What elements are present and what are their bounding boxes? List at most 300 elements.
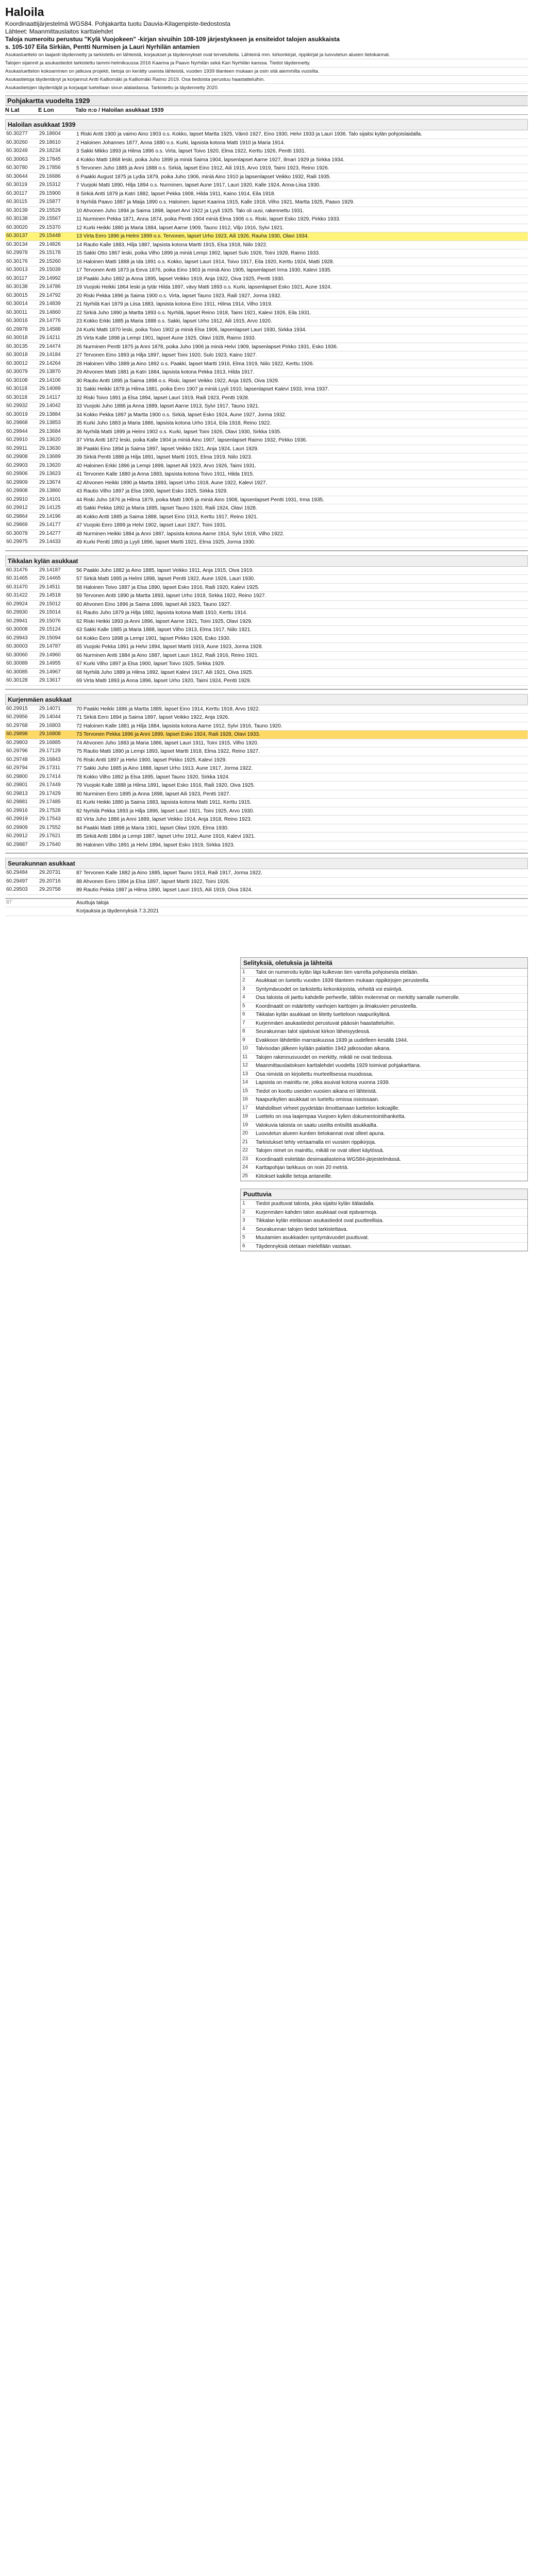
latitude: 60.30138 [6, 284, 28, 290]
house-row[interactable] [5, 878, 528, 887]
house-row[interactable] [5, 300, 528, 309]
latitude: 60.30063 [6, 156, 28, 162]
house-residents: 71 Sirkiä Eero 1894 ja Saima 1897, lapset Veikko 1922, Anja 1926. [76, 715, 229, 720]
note-row [241, 1020, 527, 1028]
latitude: 60.30018 [6, 335, 28, 341]
house-row[interactable] [5, 739, 528, 748]
house-residents: 44 Riski Juho 1876 ja Hilma 1879, poika Matti 1905 ja miniä Aino 1908, lapsenlapset Pentti 1931, Irma 1935. [76, 497, 324, 503]
note-number: 5 [242, 1234, 245, 1240]
house-row[interactable] [5, 538, 528, 547]
house-row[interactable] [5, 496, 528, 505]
house-row[interactable] [5, 799, 528, 807]
longitude: 29.17449 [39, 782, 61, 788]
house-row[interactable] [5, 249, 528, 258]
house-row[interactable] [5, 643, 528, 652]
note-text: Talvisodan jälkeen kylään palattiin 1942 jatkosodan aikana. [256, 1046, 391, 1052]
house-residents: 70 Paakki Heikki 1886 ja Martta 1889, lapset Eino 1914, Kerttu 1918, Arvo 1922. [76, 706, 260, 712]
house-residents: 17 Tervonen Antti 1873 ja Eeva 1876, poika Eino 1903 ja miniä Aino 1905, lapsenlapset Irma 1930, Kalevi 1935. [76, 267, 332, 273]
longitude: 29.17311 [39, 765, 60, 771]
longitude: 29.20716 [39, 878, 61, 884]
col-lon: E Lon [38, 107, 54, 113]
latitude: 60.29978 [6, 250, 28, 256]
house-row[interactable] [5, 722, 528, 731]
notes-panel [240, 957, 528, 1252]
house-residents: 61 Rautio Juho 1879 ja Hilja 1882, lapsista kotona Matti 1910, Kerttu 1914. [76, 610, 247, 616]
house-residents: 15 Sakki Otto 1867 leski, poika Vilho 1899 ja miniä Lempi 1902, lapset Sulo 1926, Toini 1928, Raimo 1933. [76, 250, 320, 256]
house-row[interactable] [5, 266, 528, 275]
section-title: Seurakunnan asukkaat [5, 858, 528, 869]
longitude: 29.17552 [39, 824, 61, 831]
house-row[interactable] [5, 258, 528, 267]
longitude: 29.13674 [39, 479, 61, 485]
longitude: 29.14187 [39, 567, 61, 573]
longitude: 29.14101 [39, 496, 61, 502]
house-residents: 1 Riski Antti 1900 ja vaimo Aino 1903 o.s. Kokko, lapset Martta 1925, Väinö 1927, Eino 1930, Helvi 1933 ja Lauri 1936. Talo sijaitsi kylän pohjoislaidalla. [76, 131, 422, 137]
note-row [241, 1234, 527, 1243]
house-row[interactable] [5, 601, 528, 609]
house-row[interactable] [5, 241, 528, 250]
source-line-4: s. 105-107 Eila Sirkiän, Pentti Nurmisen ja Lauri Nyrhilän antamien [5, 43, 200, 50]
footer-text: Korjauksia ja täydennyksiä 7.3.2021 [76, 908, 159, 914]
house-residents: 38 Paakki Eino 1894 ja Saima 1897, lapset Veikko 1921, Anja 1924, Lauri 1929. [76, 446, 259, 452]
note-text: Muutamien asukkaiden syntymävuodet puuttuvat. [256, 1235, 369, 1241]
house-residents: 35 Kurki Juho 1883 ja Maria 1886, lapsista kotona Urho 1914, Eila 1918, Reino 1922. [76, 420, 272, 426]
house-row[interactable] [5, 677, 528, 686]
latitude: 60.30078 [6, 530, 28, 536]
house-residents: 37 Virta Antti 1872 leski, poika Kalle 1904 ja miniä Aino 1907, lapsenlapset Raimo 1932, Pirkko 1936. [76, 437, 307, 443]
note-row [241, 1037, 527, 1045]
note-text: Tiedot on koottu useiden vuosien aikana eri lähteistä. [256, 1088, 377, 1094]
note-row [241, 1054, 527, 1062]
house-row[interactable] [5, 575, 528, 584]
note-number: 6 [242, 1011, 245, 1017]
house-residents: 24 Kurki Matti 1870 leski, poika Toivo 1902 ja miniä Elsa 1906, lapsenlapset Lauri 1930, Sirkka 1934. [76, 327, 307, 333]
house-row[interactable] [5, 368, 528, 377]
longitude: 29.14792 [39, 292, 61, 298]
house-residents: 48 Nurminen Heikki 1884 ja Anni 1887, lapsista kotona Aarne 1914, Sylvi 1918, Vilho 1922. [76, 531, 285, 537]
note-row [241, 1173, 527, 1181]
intro-note: Asukasluettelon kokoaminen on jatkuva projekti, tietoja on kerätty useista lähteistä, vuoden 1939 tilanteen mukaan ja osin sitä aiemmilta vuosilta. [5, 67, 528, 76]
resident-section [5, 555, 528, 690]
note-number: 23 [242, 1156, 248, 1162]
house-row[interactable] [5, 130, 528, 139]
note-row [241, 977, 527, 986]
house-residents: 72 Haloinen Kalle 1881 ja Hilja 1884, lapsista kotona Aarne 1912, Sylvi 1916, Tauno 1920. [76, 723, 282, 729]
page-title: Haloila [5, 5, 44, 19]
longitude: 29.13884 [39, 411, 61, 417]
latitude: 60.29497 [6, 878, 28, 884]
resident-section [5, 119, 528, 551]
longitude: 29.17429 [39, 790, 61, 796]
house-row[interactable] [5, 841, 528, 850]
house-row[interactable] [5, 705, 528, 714]
longitude: 29.14177 [39, 522, 61, 528]
house-row[interactable] [5, 824, 528, 833]
house-residents: 30 Rautio Antti 1895 ja Saima 1898 o.s. Riski, lapset Veikko 1922, Anja 1925, Oiva 1929. [76, 378, 279, 384]
longitude: 29.16808 [39, 731, 61, 737]
house-residents: 13 Virta Eero 1896 ja Helmi 1899 o.s. Tervonen, lapset Urho 1923, Aili 1926, Rauha 1930, Olavi 1934. [76, 233, 309, 239]
latitude: 60.29484 [6, 870, 28, 875]
note-text: Tarkistukset tehty vertaamalla eri vuosien rippikirjoja. [256, 1139, 376, 1145]
note-text: Karttapohjan tarkkuus on noin 20 metriä. [256, 1165, 349, 1171]
latitude: 60.30115 [6, 199, 27, 205]
resident-section [5, 694, 528, 854]
latitude: 60.30014 [6, 301, 28, 307]
house-row[interactable] [5, 609, 528, 618]
house-row[interactable] [5, 765, 528, 773]
longitude: 29.13620 [39, 462, 61, 468]
house-row[interactable] [5, 886, 528, 895]
house-row[interactable] [5, 164, 528, 173]
longitude: 29.14089 [39, 386, 61, 392]
note-row [241, 1139, 527, 1147]
house-row[interactable] [5, 292, 528, 301]
latitude: 60.31465 [6, 575, 28, 581]
house-row[interactable] [5, 377, 528, 386]
house-residents: 78 Kokko Vilho 1892 ja Elsa 1895, lapset Tauno 1920, Sirkka 1924. [76, 774, 230, 780]
house-row[interactable] [5, 748, 528, 756]
house-row[interactable] [5, 156, 528, 165]
house-row[interactable] [5, 462, 528, 471]
house-residents: 62 Riski Heikki 1893 ja Anni 1896, lapset Aarne 1921, Toini 1925, Olavi 1929. [76, 618, 253, 624]
latitude: 60.30118 [6, 394, 27, 400]
col-lat: N Lat [5, 107, 20, 113]
house-row[interactable] [5, 215, 528, 224]
latitude: 60.31476 [6, 567, 28, 573]
note-text: Osa taloista oli jaettu kahdelle perheelle, tällöin molemmat on merkitty samalle numerolle. [256, 995, 460, 1001]
latitude: 60.30060 [6, 652, 28, 658]
house-row[interactable] [5, 470, 528, 479]
note-row [241, 1045, 527, 1054]
longitude: 29.14960 [39, 652, 61, 658]
longitude: 29.17640 [39, 841, 61, 848]
house-residents: 85 Sirkiä Antti 1884 ja Lempi 1887, lapset Urho 1912, Aune 1916, Kalevi 1921. [76, 834, 256, 839]
longitude: 29.15370 [39, 224, 61, 230]
note-text: Luettelo on osa laajempaa Vuojoen kylien dokumentointihanketta. [256, 1114, 406, 1120]
house-residents: 47 Vuojoki Eero 1899 ja Helvi 1902, lapset Lauri 1927, Toini 1931. [76, 522, 227, 528]
note-text: Seurakunnan talot sijaitsivat kirkon läheisyydessä. [256, 1029, 371, 1035]
latitude: 60.29910 [6, 437, 28, 443]
latitude: 60.30277 [6, 131, 28, 137]
longitude: 29.14518 [39, 592, 61, 598]
house-residents: 40 Haloinen Erkki 1896 ja Lempi 1899, lapset Aili 1923, Arvo 1926, Taimi 1931. [76, 463, 256, 469]
house-row[interactable] [5, 326, 528, 335]
note-text: Tiedot puuttuvat talosta, joka sijaitsi kylän itälaidalla. [256, 1201, 375, 1207]
longitude: 29.14786 [39, 284, 61, 290]
note-number: 1 [242, 1200, 245, 1206]
note-number: 22 [242, 1147, 248, 1153]
note-number: 10 [242, 1045, 248, 1051]
footer-row [5, 899, 528, 908]
longitude: 29.14787 [39, 643, 61, 649]
note-number: 14 [242, 1079, 248, 1085]
house-row[interactable] [5, 660, 528, 669]
note-number: 9 [242, 1037, 245, 1043]
col-text: Talo n:o / Haloilan asukkaat 1939 [75, 107, 164, 113]
house-row[interactable] [5, 334, 528, 343]
note-number: 6 [242, 1243, 245, 1249]
notes-box [240, 957, 528, 1182]
longitude: 29.16885 [39, 739, 61, 745]
longitude: 29.14184 [39, 352, 61, 358]
house-residents: 69 Virta Matti 1893 ja Anna 1896, lapset Urho 1920, Taimi 1924, Pentti 1929. [76, 678, 252, 684]
source-info [5, 20, 528, 51]
longitude: 29.13620 [39, 437, 61, 443]
house-residents: 4 Kokko Matti 1868 leski, poika Juho 1899 ja miniä Saima 1904, lapsenlapset Aarne 1927, Ilmari 1929 ja Sirkka 1934. [76, 157, 345, 163]
house-residents: 86 Haloinen Vilho 1891 ja Helvi 1894, lapset Esko 1919, Sirkka 1923. [76, 842, 235, 848]
longitude: 29.13870 [39, 369, 61, 375]
note-number: 18 [242, 1113, 248, 1119]
longitude: 29.15877 [39, 199, 61, 205]
resident-section [5, 858, 528, 899]
longitude: 29.14042 [39, 403, 61, 409]
longitude: 29.13860 [39, 488, 61, 494]
house-residents: 11 Nurminen Pekka 1871, Anna 1874, poika Pentti 1904 miniä Elma 1906 o.s. Riski, lapset Esko 1929, Pirkko 1933. [76, 216, 341, 222]
house-row[interactable] [5, 207, 528, 216]
house-residents: 31 Sakki Heikki 1878 ja Hilma 1881, poika Eero 1907 ja miniä Lyyli 1910, lapsenlapset Kalevi 1933, Irma 1937. [76, 386, 329, 392]
longitude: 29.18604 [39, 131, 61, 137]
note-row [241, 1156, 527, 1164]
longitude: 29.17621 [39, 833, 61, 839]
house-row[interactable] [5, 275, 528, 284]
house-residents: 25 Virta Kalle 1898 ja Lempi 1901, lapset Aune 1925, Olavi 1928, Raimo 1933. [76, 335, 256, 341]
house-row[interactable] [5, 756, 528, 765]
latitude: 60.29906 [6, 471, 28, 477]
house-row[interactable] [5, 584, 528, 592]
latitude: 60.30119 [6, 182, 27, 188]
house-row[interactable] [5, 283, 528, 292]
house-row[interactable] [5, 816, 528, 824]
note-number: 11 [242, 1054, 248, 1060]
note-number: 19 [242, 1122, 248, 1128]
house-row[interactable] [5, 869, 528, 878]
longitude: 29.15448 [39, 233, 61, 239]
year-bar: Pohjakartta vuodelta 1929 [5, 95, 528, 106]
house-row[interactable] [5, 714, 528, 722]
house-residents: 77 Sakki Juho 1885 ja Aino 1888, lapset Urho 1913, Aune 1917, Jorma 1922. [76, 766, 253, 771]
house-residents: 6 Paakki August 1875 ja Lydia 1879, poika Juho 1906, miniä Aino 1910 ja lapsenlapset Veikko 1932, Raili 1935. [76, 174, 331, 180]
latitude: 60.29864 [6, 513, 28, 519]
house-row[interactable] [5, 360, 528, 369]
house-residents: 27 Tervonen Eino 1893 ja Hilja 1897, lapset Toini 1920, Sulo 1923, Kaino 1927. [76, 352, 257, 358]
house-residents: 42 Ahvonen Heikki 1890 ja Martta 1893, lapset Urho 1918, Aune 1922, Kalevi 1927. [76, 480, 268, 486]
house-residents: 2 Haloinen Johannes 1877, Anna 1880 o.s. Kurki, lapsista kotona Matti 1910 ja Maria 1914. [76, 140, 285, 146]
latitude: 60.30015 [6, 292, 28, 298]
latitude: 60.30016 [6, 318, 28, 324]
house-residents: 87 Tervonen Kalle 1882 ja Aino 1885, lapset Tauno 1913, Raili 1917, Jorma 1922. [76, 870, 263, 876]
longitude: 29.15124 [39, 626, 61, 632]
house-row[interactable] [5, 790, 528, 799]
latitude: 60.29801 [6, 782, 28, 788]
latitude: 60.29944 [6, 428, 28, 434]
note-text: Koordinaatit on määritetty vanhojen karttojen ja ilmakuvien perusteella. [256, 1003, 418, 1009]
latitude: 60.29924 [6, 601, 28, 607]
latitude: 60.30003 [6, 643, 28, 649]
house-row[interactable] [5, 139, 528, 148]
note-row [241, 1243, 527, 1251]
house-row[interactable] [5, 181, 528, 190]
house-row[interactable] [5, 343, 528, 352]
house-row[interactable] [5, 521, 528, 530]
house-row[interactable] [5, 436, 528, 445]
longitude: 29.17856 [39, 165, 61, 171]
house-row[interactable] [5, 833, 528, 841]
house-residents: 5 Tervonen Juho 1885 ja Anni 1888 o.s. Sirkiä, lapset Eino 1912, Aili 1915, Arvo 1919, Taimi 1923, Reino 1926. [76, 165, 329, 171]
house-row[interactable] [5, 411, 528, 420]
longitude: 29.14117 [39, 394, 60, 400]
intro-note: Asukastietojen täydentäjät ja korjaajat luetellaan sivun alalaidassa. Tarkistettu ja täydennetty 2020. [5, 84, 528, 92]
note-row [241, 1088, 527, 1096]
house-row[interactable] [5, 807, 528, 816]
longitude: 29.13689 [39, 454, 61, 460]
note-text: Talot on numeroitu kylän läpi kulkevan tien varrelta pohjoisesta etelään. [256, 969, 419, 975]
section-title: Kurjenmäen asukkaat [5, 694, 528, 705]
longitude: 29.17543 [39, 816, 61, 822]
latitude: 60.29932 [6, 403, 28, 409]
house-row[interactable] [5, 147, 528, 156]
house-row[interactable] [5, 394, 528, 403]
house-row[interactable] [5, 567, 528, 575]
house-residents: 83 Virta Juho 1886 ja Anni 1889, lapset Veikko 1914, Anja 1918, Reino 1923. [76, 817, 252, 822]
notes-title: Puuttuvia [241, 1189, 527, 1200]
note-text: Evakkoon lähdettiin marraskuussa 1939 ja uudelleen kesällä 1944. [256, 1037, 408, 1043]
longitude: 29.13623 [39, 471, 61, 477]
intro-note: Asukasluettelo on laajasti täydennetty ja tarkistettu eri lähteistä, korjaukset ja täydennykset ovat tervetulleita. Lähteinä mm. kirkonkirjat, rippikirjat ja luovutetun alueen tietokannat. [5, 51, 528, 59]
section-title: Tikkalan kylän asukkaat [5, 555, 528, 567]
house-row[interactable] [5, 592, 528, 601]
note-row [241, 1226, 527, 1234]
note-number: 5 [242, 1003, 245, 1009]
house-row[interactable] [5, 504, 528, 513]
house-residents: 16 Haloinen Matti 1888 ja Ida 1891 o.s. Kokko, lapset Lauri 1914, Toivo 1917, Eila 1920, Kerttu 1924, Matti 1928. [76, 259, 335, 265]
house-residents: 66 Nurminen Antti 1884 ja Aino 1887, lapset Lauri 1912, Raili 1916, Reino 1921. [76, 652, 259, 658]
house-residents: 9 Nyrhilä Paavo 1887 ja Maija 1890 o.s. Haloinen, lapset Kaarina 1915, Kalle 1918, Vilho 1921, Martta 1925, Paavo 1929. [76, 199, 355, 205]
house-row[interactable] [5, 402, 528, 411]
note-row [241, 1217, 527, 1226]
house-row[interactable] [5, 385, 528, 394]
latitude: 60.29919 [6, 816, 28, 822]
house-residents: 64 Kokko Eero 1898 ja Lempi 1901, lapset Pirkko 1926, Esko 1930. [76, 635, 231, 641]
longitude: 29.20758 [39, 887, 61, 892]
latitude: 60.29903 [6, 462, 28, 468]
house-row[interactable] [5, 731, 528, 739]
latitude: 60.30135 [6, 343, 28, 349]
longitude: 29.18610 [39, 139, 61, 145]
house-row[interactable] [5, 626, 528, 635]
longitude: 29.14433 [39, 539, 61, 545]
house-row[interactable] [5, 232, 528, 241]
longitude: 29.20731 [39, 870, 61, 875]
house-row[interactable] [5, 428, 528, 437]
house-row[interactable] [5, 635, 528, 643]
longitude: 29.16843 [39, 756, 61, 762]
note-text: Lapsista on mainittu ne, jotka asuivat kotona vuonna 1939. [256, 1080, 390, 1086]
longitude: 29.15014 [39, 609, 61, 615]
latitude: 60.29975 [6, 539, 28, 545]
house-residents: 80 Nurminen Eero 1895 ja Anna 1898, lapset Aili 1923, Pentti 1927. [76, 791, 231, 797]
longitude: 29.14474 [39, 343, 61, 349]
latitude: 60.30013 [6, 267, 28, 273]
footer [5, 899, 528, 916]
longitude: 29.14955 [39, 660, 61, 666]
house-residents: 34 Kokko Pekka 1897 ja Martta 1900 o.s. Sirkiä, lapset Esko 1924, Aune 1927, Jorma 1932. [76, 412, 287, 418]
note-row [241, 1122, 527, 1130]
latitude: 60.30079 [6, 369, 28, 375]
intro-note: Talojen sijainnit ja asukastiedot tarkistettu tammi-helmikuussa 2016 Kaarina ja Paavo Nyrhilän sekä Kari Nyrhilän kanssa. Tiedot täydennetty. [5, 59, 528, 67]
note-row [241, 994, 527, 1003]
house-row[interactable] [5, 773, 528, 782]
longitude: 29.15900 [39, 190, 61, 196]
sections-container [5, 119, 528, 899]
latitude: 60.30108 [6, 377, 28, 383]
note-row [241, 1105, 527, 1113]
latitude: 60.29909 [6, 824, 28, 831]
house-residents: 7 Vuojoki Matti 1890, Hilja 1894 o.s. Nurminen, lapset Aune 1917, Lauri 1920, Kalle 1924, Anna-Liisa 1930. [76, 182, 321, 188]
house-row[interactable] [5, 453, 528, 462]
house-row[interactable] [5, 224, 528, 233]
house-row[interactable] [5, 419, 528, 428]
house-row[interactable] [5, 530, 528, 539]
note-number: 15 [242, 1088, 248, 1094]
house-row[interactable] [5, 190, 528, 199]
house-residents: 12 Kurki Heikki 1880 ja Maria 1884, lapset Aarne 1909, Tauno 1912, Viljo 1916, Sylvi 1921. [76, 225, 284, 231]
latitude: 60.29911 [6, 445, 27, 451]
house-residents: 41 Tervonen Kalle 1880 ja Anna 1883, lapsista kotona Toivo 1911, Hilda 1915. [76, 471, 254, 477]
house-residents: 39 Sirkiä Pentti 1888 ja Hilja 1891, lapset Martti 1915, Elma 1919, Niilo 1923. [76, 454, 253, 460]
note-text: Syntymävuodet on tarkistettu kirkonkirjoista, virheitä voi esiintyä. [256, 986, 403, 992]
house-residents: 43 Rautio Vilho 1897 ja Elsa 1900, lapset Esko 1925, Sirkka 1929. [76, 488, 228, 494]
longitude: 29.15094 [39, 635, 61, 641]
house-row[interactable] [5, 198, 528, 207]
note-text: Talojen nimet on mainittu, mikäli ne ovat olleet käytössä. [256, 1148, 385, 1154]
longitude: 29.14196 [39, 513, 61, 519]
note-number: 3 [242, 1217, 245, 1223]
house-row[interactable] [5, 173, 528, 182]
note-text: Seurakunnan talojen tiedot tarkistettava. [256, 1226, 348, 1232]
house-row[interactable] [5, 652, 528, 660]
latitude: 60.29503 [6, 887, 28, 892]
house-row[interactable] [5, 479, 528, 488]
house-row[interactable] [5, 309, 528, 318]
house-row[interactable] [5, 317, 528, 326]
latitude: 60.29800 [6, 773, 28, 779]
latitude: 60.31470 [6, 584, 28, 590]
latitude: 60.29908 [6, 454, 28, 460]
house-row[interactable] [5, 782, 528, 790]
note-text: Kiitokset kaikille tietoja antaneille. [256, 1173, 332, 1179]
note-text: Luovutetun alueen kuntien tietokannat ovat olleet apuna. [256, 1131, 385, 1137]
latitude: 60.30018 [6, 352, 28, 358]
house-row[interactable] [5, 669, 528, 677]
house-row[interactable] [5, 351, 528, 360]
house-row[interactable] [5, 513, 528, 522]
house-row[interactable] [5, 445, 528, 454]
longitude: 29.13630 [39, 445, 61, 451]
house-residents: 75 Rautio Matti 1890 ja Lempi 1893, lapset Martti 1918, Elma 1922, Reino 1927. [76, 749, 260, 754]
latitude: 60.30249 [6, 148, 28, 154]
note-number: 3 [242, 986, 245, 992]
house-residents: 65 Vuojoki Pekka 1891 ja Helvi 1894, lapset Martti 1919, Aune 1923, Jorma 1928. [76, 644, 263, 650]
latitude: 60.29956 [6, 714, 28, 720]
house-residents: 63 Sakki Kalle 1885 ja Maria 1888, lapset Vilho 1913, Elma 1917, Niilo 1921. [76, 627, 252, 633]
note-number: 4 [242, 994, 245, 1000]
house-residents: 45 Sakki Pekka 1892 ja Maria 1895, lapset Tauno 1920, Raili 1924, Olavi 1928. [76, 505, 257, 511]
house-row[interactable] [5, 618, 528, 626]
notes-title: Selityksiä, oletuksia ja lähteitä [241, 958, 527, 969]
house-row[interactable] [5, 487, 528, 496]
latitude: 60.29768 [6, 722, 28, 728]
note-row [241, 1147, 527, 1156]
